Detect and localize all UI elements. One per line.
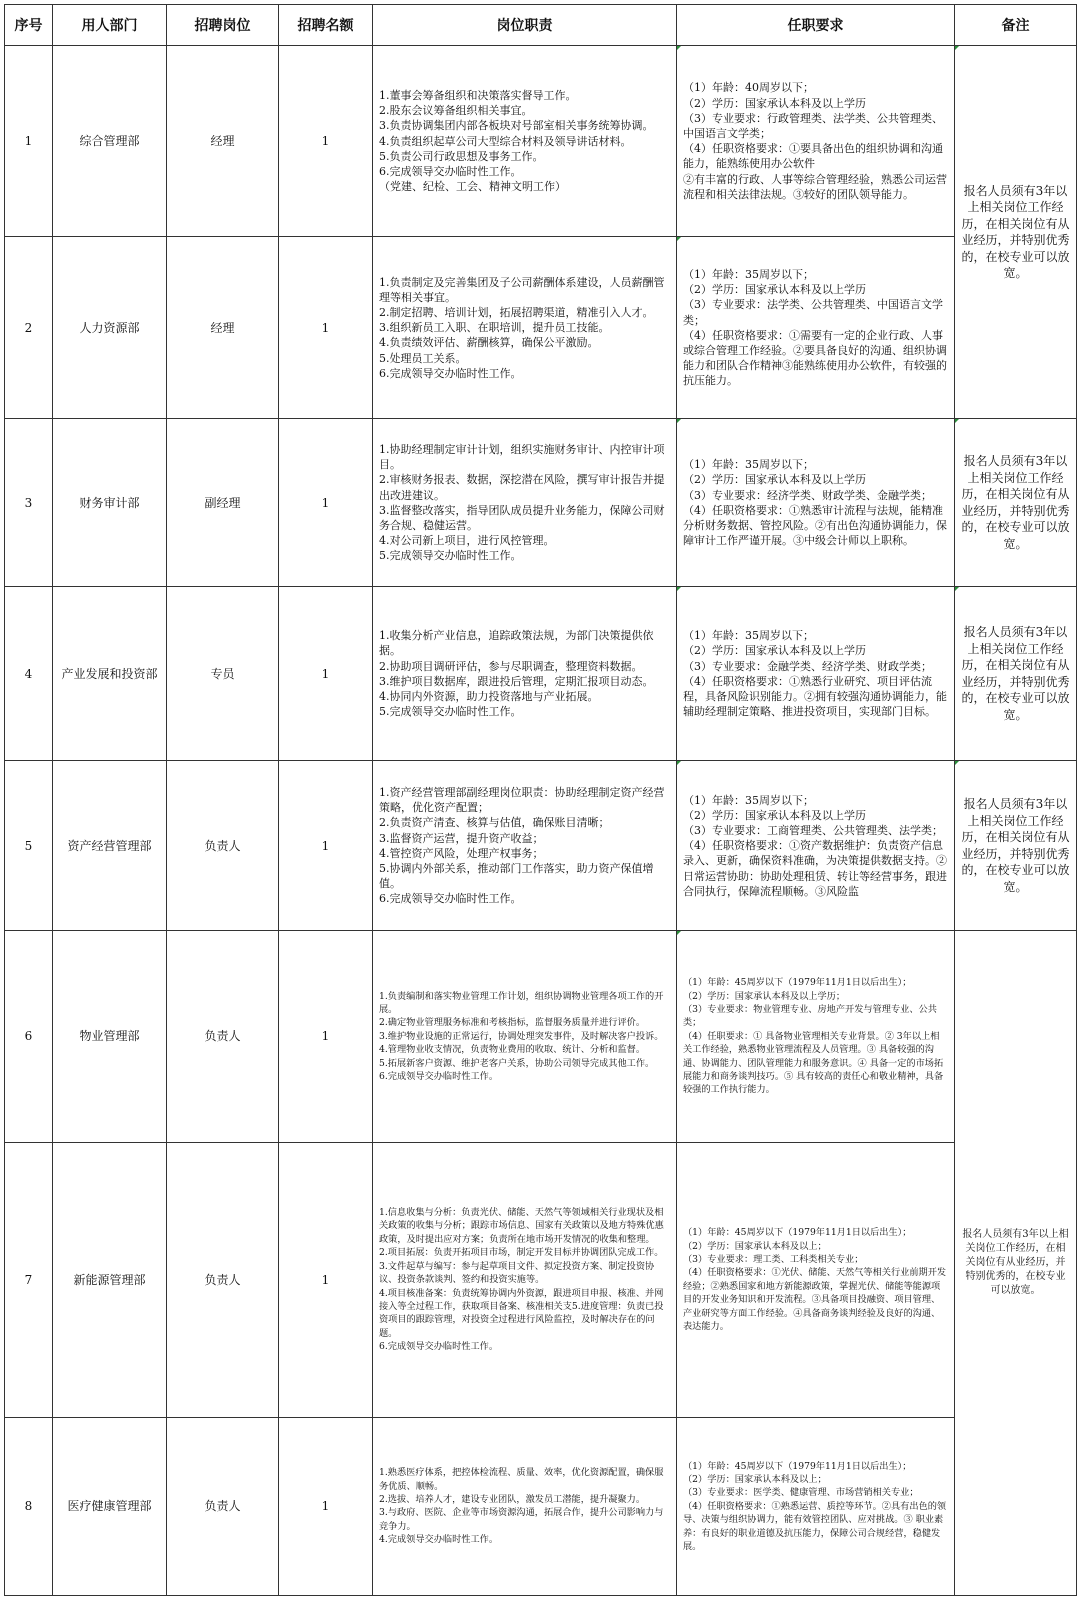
header-quota: 招聘名额 xyxy=(279,5,373,46)
row-duties xyxy=(373,1142,677,1417)
requirement-item: （3）专业要求：金融学类、经济学类、财政学类； xyxy=(683,659,932,673)
duty-item: 3.维护物业设施的正常运行，协调处理突发事件，及时解决客户投诉。 xyxy=(379,1030,664,1042)
recruitment-table-wrapper xyxy=(4,4,1076,1596)
row-requirements xyxy=(677,931,955,1142)
header-remarks: 备注 xyxy=(955,5,1077,46)
duty-item: 5.协调内外部关系，推动部门工作落实，助力资产保值增值。 xyxy=(379,861,654,891)
requirement-item: （3）专业要求：经济学类、财政学类、金融学类； xyxy=(683,488,932,502)
table-row xyxy=(5,1142,1077,1417)
duty-item: 5.完成领导交办临时性工作。 xyxy=(379,705,522,719)
requirement-item: ②有丰富的行政、人事等综合管理经验，熟悉公司运营流程和相关法律法规。③较好的团队领导能力。 xyxy=(683,172,947,201)
duty-item: 5.拓展新客户资源、维护老客户关系，协助公司领导完成其他工作。 xyxy=(379,1057,655,1069)
duty-item: 2.负责资产清查、核算与估值，确保账目清晰； xyxy=(379,816,610,830)
duty-item: 2.股东会议筹备组织相关事宜。 xyxy=(379,104,533,118)
duty-item: 1.资产经营管理部副经理岗位职责：协助经理制定资产经营策略，优化资产配置； xyxy=(379,785,665,815)
duty-item: 4.管控资产风险，处理产权事务； xyxy=(379,846,544,860)
duty-item: 6.完成领导交办临时性工作。 xyxy=(379,892,522,906)
row-duties xyxy=(373,237,677,419)
duty-item: 3.监督整改落实，指导团队成员提升业务能力，保障公司财务合规、稳健运营。 xyxy=(379,503,665,532)
row-position: 经理 xyxy=(167,46,279,237)
requirement-item: （3）专业要求：理工类、工科类相关专业； xyxy=(683,1253,864,1265)
requirement-item: （3）专业要求：物业管理专业、房地产开发与管理专业、公共类； xyxy=(683,1003,937,1029)
row-quota: 1 xyxy=(279,1142,373,1417)
row-duties xyxy=(373,931,677,1142)
duty-item: 1.负责编制和落实物业管理工作计划，组织协调物业管理各项工作的开展。 xyxy=(379,990,664,1015)
requirement-item: （2）学历：国家承认本科及以上； xyxy=(683,1240,827,1252)
duty-item: 5.处理员工关系。 xyxy=(379,351,467,365)
row-no: 3 xyxy=(5,419,53,587)
duty-item: 1.董事会筹备组织和决策落实督导工作。 xyxy=(379,88,577,102)
row-department: 人力资源部 xyxy=(53,237,167,419)
row-quota: 1 xyxy=(279,419,373,587)
row-department: 财务审计部 xyxy=(53,419,167,587)
row-position: 负责人 xyxy=(167,1142,279,1417)
requirement-item: （3）专业要求：医学类、健康管理、市场营销相关专业； xyxy=(683,1487,919,1499)
header-position: 招聘岗位 xyxy=(167,5,279,46)
row-quota: 1 xyxy=(279,587,373,761)
row-duties xyxy=(373,587,677,761)
duty-item: 3.负责协调集团内部各板块对号部室相关事务统筹协调。 xyxy=(379,119,654,133)
row-remarks: 报名人员须有3年以上相关岗位工作经历，在相关岗位有从业经历，并特别优秀的，在校专业可以放宽。 xyxy=(955,587,1077,761)
duty-item: 2.确定物业管理服务标准和考核指标，监督服务质量并进行评价。 xyxy=(379,1017,646,1029)
row-position: 专员 xyxy=(167,587,279,761)
duty-item: 1.信息收集与分析：负责光伏、储能、天然气等领域相关行业现状及相关政策的收集与分析；跟踪市场信息、国家有关政策以及地方特殊优惠政策，及时提出应对方案；负责所在地市场开发情况的收集和整理。 xyxy=(379,1207,664,1245)
duty-item: 1.负责制定及完善集团及子公司薪酬体系建设，人员薪酬管理等相关事宜。 xyxy=(379,275,665,304)
row-requirements xyxy=(677,1417,955,1595)
row-remarks: 报名人员须有3年以上相关岗位工作经历，在相关岗位有从业经历，并特别优秀的，在校专业可以放宽。 xyxy=(955,931,1077,1596)
duty-item: 5.完成领导交办临时性工作。 xyxy=(379,549,522,563)
row-no: 8 xyxy=(5,1417,53,1595)
row-duties xyxy=(373,46,677,237)
row-requirements xyxy=(677,419,955,587)
recruitment-table xyxy=(4,4,1077,1596)
requirement-item: （1）年龄：40周岁以下； xyxy=(683,81,814,95)
row-department: 综合管理部 xyxy=(53,46,167,237)
row-quota: 1 xyxy=(279,1417,373,1595)
row-duties xyxy=(373,761,677,931)
duty-item: 4.协同内外资源，助力投资落地与产业拓展。 xyxy=(379,689,599,703)
row-requirements xyxy=(677,587,955,761)
duty-item: 6.完成领导交办临时性工作。 xyxy=(379,164,522,178)
row-remarks: 报名人员须有3年以上相关岗位工作经历，在相关岗位有从业经历，并特别优秀的，在校专业可以放宽。 xyxy=(955,419,1077,587)
requirement-item: （2）学历：国家承认本科及以上学历 xyxy=(683,96,866,110)
row-remarks: 报名人员须有3年以上相关岗位工作经历，在相关岗位有从业经历，并特别优秀的，在校专业可以放宽。 xyxy=(955,46,1077,419)
row-position: 负责人 xyxy=(167,1417,279,1595)
duty-item: 4.项目核准备案：负责统筹协调内外资源，跟进项目申报、核准、并网接入等全过程工作，获取项目备案、核准相关支5.进度管理：负责已投资项目的跟踪管理，对投资全过程进行风险监控，及时解决存在的问题。 xyxy=(379,1287,664,1339)
duty-item: 2.选拔、培养人才，建设专业团队，激发员工潜能，提升凝聚力。 xyxy=(379,1494,646,1506)
row-requirements xyxy=(677,237,955,419)
requirement-item: （2）学历：国家承认本科及以上学历 xyxy=(683,473,866,487)
row-remarks: 报名人员须有3年以上相关岗位工作经历，在相关岗位有从业经历，并特别优秀的，在校专业可以放宽。 xyxy=(955,761,1077,931)
requirement-item: （4）任职资格要求：①熟悉行业研究、项目评估流程，具备风险识别能力。②拥有较强沟通协调能力，能辅助经理制定策略、推进投资项目，实现部门目标。 xyxy=(683,674,947,719)
table-row xyxy=(5,931,1077,1142)
requirement-item: （1）年龄：45周岁以下（1979年11月1日以后出生）； xyxy=(683,1227,912,1239)
row-no: 4 xyxy=(5,587,53,761)
row-no: 5 xyxy=(5,761,53,931)
row-position: 经理 xyxy=(167,237,279,419)
duty-item: 1.协助经理制定审计计划，组织实施财务审计、内控审计项目。 xyxy=(379,442,665,472)
duty-item: 2.制定招聘、培训计划，拓展招聘渠道，精准引入人才。 xyxy=(379,305,654,319)
duty-item: 5.负责公司行政思想及事务工作。 xyxy=(379,149,544,163)
requirement-item: （2）学历：国家承认本科及以上学历； xyxy=(683,990,846,1002)
row-quota: 1 xyxy=(279,761,373,931)
requirement-item: （4）任职资格要求：①熟悉审计流程与法规，能精准分析财务数据、管控风险。②有出色沟通协调能力，保障审计工作严谨开展。③中级会计师以上职称。 xyxy=(683,503,947,548)
row-requirements xyxy=(677,1142,955,1417)
requirement-item: （4）任职资格要求：①光伏、储能、天然气等相关行业前期开发经验；②熟悉国家和地方新能源政策，掌握光伏、储能等能源项目的开发业务知识和开发流程。③具备项目投融资、项目管理、产业研究等方面工作经验。④具备商务谈判经验及良好的沟通、表达能力。 xyxy=(683,1267,947,1333)
duty-item: 3.维护项目数据库，跟进投后管理，定期汇报项目动态。 xyxy=(379,674,654,688)
row-no: 7 xyxy=(5,1142,53,1417)
duty-item: 1.熟悉医疗体系，把控体检流程、质量、效率，优化资源配置，确保服务优质、顺畅。 xyxy=(379,1467,664,1492)
table-row xyxy=(5,587,1077,761)
requirement-item: （4）任职资格要求：①熟悉运营、质控等环节。②具有出色的领导、决策与组织协调力，能有效管控团队、应对挑战。③ 职业素养：有良好的职业道德及抗压能力，保障公司合规经营，稳健发展。 xyxy=(683,1500,947,1552)
row-no: 2 xyxy=(5,237,53,419)
requirement-item: （1）年龄：35周岁以下； xyxy=(683,793,814,807)
requirement-item: （3）专业要求：工商管理类、公共管理类、法学类； xyxy=(683,823,943,837)
row-position: 负责人 xyxy=(167,761,279,931)
requirement-item: （3）专业要求：法学类、公共管理类、中国语言文学类； xyxy=(683,298,943,327)
row-quota: 1 xyxy=(279,237,373,419)
duty-item: 4.管理物业收支情况，负责物业费用的收取、统计、分析和监督。 xyxy=(379,1044,646,1056)
row-department: 资产经营管理部 xyxy=(53,761,167,931)
requirement-item: （1）年龄：45周岁以下（1979年11月1日以后出生）； xyxy=(683,977,912,989)
duty-item: 6.完成领导交办临时性工作。 xyxy=(379,1341,499,1353)
row-quota: 1 xyxy=(279,46,373,237)
row-duties xyxy=(373,1417,677,1595)
table-row xyxy=(5,1417,1077,1595)
row-position: 副经理 xyxy=(167,419,279,587)
duty-item: 2.协助项目调研评估，参与尽职调查，整理资料数据。 xyxy=(379,659,643,673)
row-requirements xyxy=(677,46,955,237)
requirement-item: （4）任职资格要求：①要具备出色的组织协调和沟通能力，能熟练使用办公软件 xyxy=(683,142,943,171)
duty-item: 6.完成领导交办临时性工作。 xyxy=(379,366,522,380)
requirement-item: （3）专业要求：行政管理类、法学类、公共管理类、中国语言文学类； xyxy=(683,111,943,140)
duty-item: 4.对公司新上项目，进行风控管理。 xyxy=(379,534,555,548)
duty-item: 3.文件起草与编写：参与起草项目文件、拟定投资方案、制定投资协议、投资条款谈判、签约和投资实施等。 xyxy=(379,1260,655,1286)
header-row xyxy=(5,5,1077,46)
requirement-item: （4）任职资格要求：①需要有一定的企业行政、人事或综合管理工作经验。②要具备良好的沟通、组织协调能力和团队合作精神③能熟练使用办公软件，有较强的抗压能力。 xyxy=(683,328,947,388)
duty-item: 3.组织新员工入职、在职培训，提升员工技能。 xyxy=(379,321,610,335)
requirement-item: （1）年龄：45周岁以下（1979年11月1日以后出生）； xyxy=(683,1460,912,1472)
duty-item: 2.审核财务报表、数据，深挖潜在风险，撰写审计报告并提出改进建议。 xyxy=(379,473,665,502)
row-department: 产业发展和投资部 xyxy=(53,587,167,761)
duty-item: 6.完成领导交办临时性工作。 xyxy=(379,1070,499,1082)
duty-item: 3.监督资产运营，提升资产收益； xyxy=(379,831,544,845)
row-no: 1 xyxy=(5,46,53,237)
requirement-item: （1）年龄：35周岁以下； xyxy=(683,267,814,281)
duty-item: 4.完成领导交办临时性工作。 xyxy=(379,1534,499,1546)
duty-item: 3.与政府、医院、企业等市场资源沟通，拓展合作，提升公司影响力与竞争力。 xyxy=(379,1507,664,1532)
requirement-item: （2）学历：国家承认本科及以上； xyxy=(683,1473,827,1485)
header-duties: 岗位职责 xyxy=(373,5,677,46)
table-row xyxy=(5,761,1077,931)
table-row xyxy=(5,46,1077,237)
requirement-item: （2）学历：国家承认本科及以上学历 xyxy=(683,283,866,297)
duty-item: 1.收集分析产业信息，追踪政策法规，为部门决策提供依据。 xyxy=(379,629,654,658)
header-no: 序号 xyxy=(5,5,53,46)
row-duties xyxy=(373,419,677,587)
duty-item: 4.负责绩效评估、薪酬核算，确保公平激励。 xyxy=(379,336,599,350)
table-row xyxy=(5,237,1077,419)
row-department: 物业管理部 xyxy=(53,931,167,1142)
duty-item: 4.负责组织起草公司大型综合材料及领导讲话材料。 xyxy=(379,134,632,148)
requirement-item: （4）任职资格要求：①资产数据维护：负责资产信息录入、更新，确保资料准确，为决策提供数据支持。②日常运营协助：协助处理租赁、转让等经营事务，跟进合同执行，保障流程顺畅。③风险监 xyxy=(683,839,947,898)
row-requirements xyxy=(677,761,955,931)
duty-item: （党建、纪检、工会、精神文明工作） xyxy=(379,180,566,194)
row-department: 新能源管理部 xyxy=(53,1142,167,1417)
requirement-item: （1）年龄：35周岁以下； xyxy=(683,458,814,472)
requirement-item: （4）任职要求：① 具备物业管理相关专业背景。② 3年以上相关工作经验，熟悉物业管理流程及人员管理。③ 具备较强的沟通、协调能力、团队管理能力和服务意识。④ 具备一定的市场拓展能力和商务谈判技巧。⑤ 具有较高的责任心和敬业精神，具备较强的工作执行能力。 xyxy=(683,1030,944,1096)
requirement-item: （2）学历：国家承认本科及以上学历 xyxy=(683,644,866,658)
header-requirements: 任职要求 xyxy=(677,5,955,46)
duty-item: 2.项目拓展：负责开拓项目市场，制定开发目标并协调团队完成工作。 xyxy=(379,1247,664,1259)
row-department: 医疗健康管理部 xyxy=(53,1417,167,1595)
row-position: 负责人 xyxy=(167,931,279,1142)
header-department: 用人部门 xyxy=(53,5,167,46)
requirement-item: （1）年龄：35周岁以下； xyxy=(683,629,814,643)
row-no: 6 xyxy=(5,931,53,1142)
table-row xyxy=(5,419,1077,587)
row-quota: 1 xyxy=(279,931,373,1142)
requirement-item: （2）学历：国家承认本科及以上学历 xyxy=(683,808,866,822)
